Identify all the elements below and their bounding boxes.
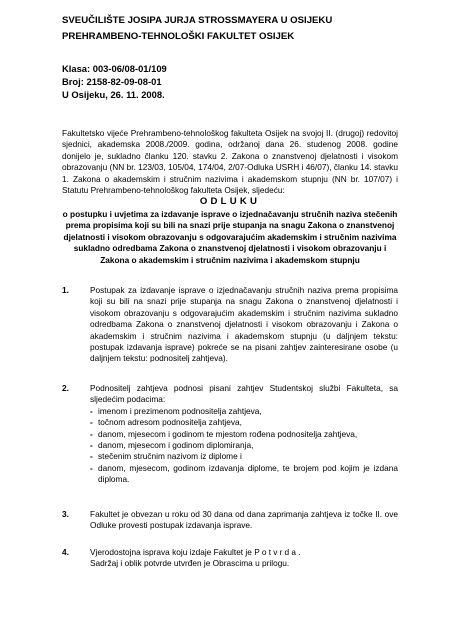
list-item: - imenom i prezimenom podnositelja zahtjeva, [90,406,398,417]
item-number: 4. [62,547,69,557]
item-text-line: Sadržaj i oblik potvrde utvrđen je Obrascima u prilogu. [90,558,290,569]
broj-line: Broj: 2158-82-09-08-01 [62,75,162,87]
university-name: SVEUČILIŠTE JOSIPA JURJA STROSSMAYERA U OSIJEKU [62,15,333,26]
item-body [90,547,398,570]
document-meta [62,63,167,101]
item-number: 2. [62,383,69,393]
item-text-suffix: . [298,547,301,557]
date-line: U Osijeku, 26. 11. 2008. [62,88,165,100]
list-item: - danom, mjesecom, godinom izdavanja diplome, te brojem pod kojim je izdana diploma. [90,463,398,486]
klasa-line: Klasa: 003-06/08-01/109 [62,63,167,74]
item-text-prefix: Vjerodostojna isprava koju izdaje Fakultet je [90,547,255,557]
intro-paragraph: Fakultetsko vijeće Prehrambeno-tehnološkog fakulteta Osijek na svojoj II. (drugoj) redovitoj sjednici, akademska 2008./2009. godina, održanoj dana 26. studenog 2008. godine donijelo je, sukladno članku 120. stavku 2. Zakona o znanstvenoj djelatnosti i visokom obrazovanju (NN br. 123/03, 105/04, 174/04, 2/07-Odluka USRH i 46/07), članku 14. stavku 1. Zakona o akademskim i stručnim nazivima i akademskom stupnju (NN br. 107/07) i Statutu Prehrambeno-tehnološkog fakulteta Osijek, sljedeću: [62,128,398,196]
data-list [90,406,398,486]
list-item: - danom, mjesecom i godinom diplomiranja, [90,440,398,451]
item-number: 3. [62,509,69,519]
decision-title: ODLUKU [199,196,261,207]
item-text: Fakultet je obvezan u roku od 30 dana od dana zaprimanja zahtjeva iz točke II. ove Odluke provesti postupak izdavanja isprave. [90,509,398,531]
decision-subtitle: o postupku i uvjetima za izdavanje isprave o izjednačavanju stručnih naziva stečenih prema propisima koji su bili na snazi prije stupanja na snagu Zakona o znanstvenoj djelatnosti i visokom obrazovanju s odgovarajućim akademskim i stručnim nazivima sukladno odredbama Zakona o znanstvenoj djelatnosti i visokom obrazovanju i Zakona o akademskim i stručnim nazivima i akademskom stupnju [62,209,398,265]
item-text: Postupak za izdavanje isprave o izjednačavanju stručnih naziva prema propisima koji su bili na snazi prije stupanja na snagu Zakona o znanstvenoj djelatnosti i visokom obrazovanju s odgovarajućim akademskim i stručnim nazivima sukladno odredbama Zakona o znanstvenoj djelatnosti i visokom obrazovanju i Zakona o akademskim i stručnim nazivima i akademskom stupnju (u daljnjem tekstu: postupak izdavanja isprave) pokreće se na pisani zahtjev zainteresirane osobe (u daljnjem tekstu: podnositelj zahtjeva). [90,285,398,364]
item-body [90,383,398,486]
list-item: - točnom adresom podnositelja zahtjeva, [90,417,398,428]
document-type: Potvrda [254,547,299,557]
item-text: Podnositelj zahtjeva podnosi pisani zahtjev Studentskoj službi Fakulteta, sa sljedećim podacima: [90,383,398,405]
faculty-name: PREHRAMBENO-TEHNOLOŠKI FAKULTET OSIJEK [62,30,295,42]
list-item: - danom, mjesecom i godinom te mjestom rođena podnositelja zahtjeva, [90,429,398,440]
item-number: 1. [62,285,69,295]
item-text-line [90,547,398,558]
letterhead [62,13,332,44]
list-item: - stečenim stručnim nazivom iz diplome i [90,451,398,462]
